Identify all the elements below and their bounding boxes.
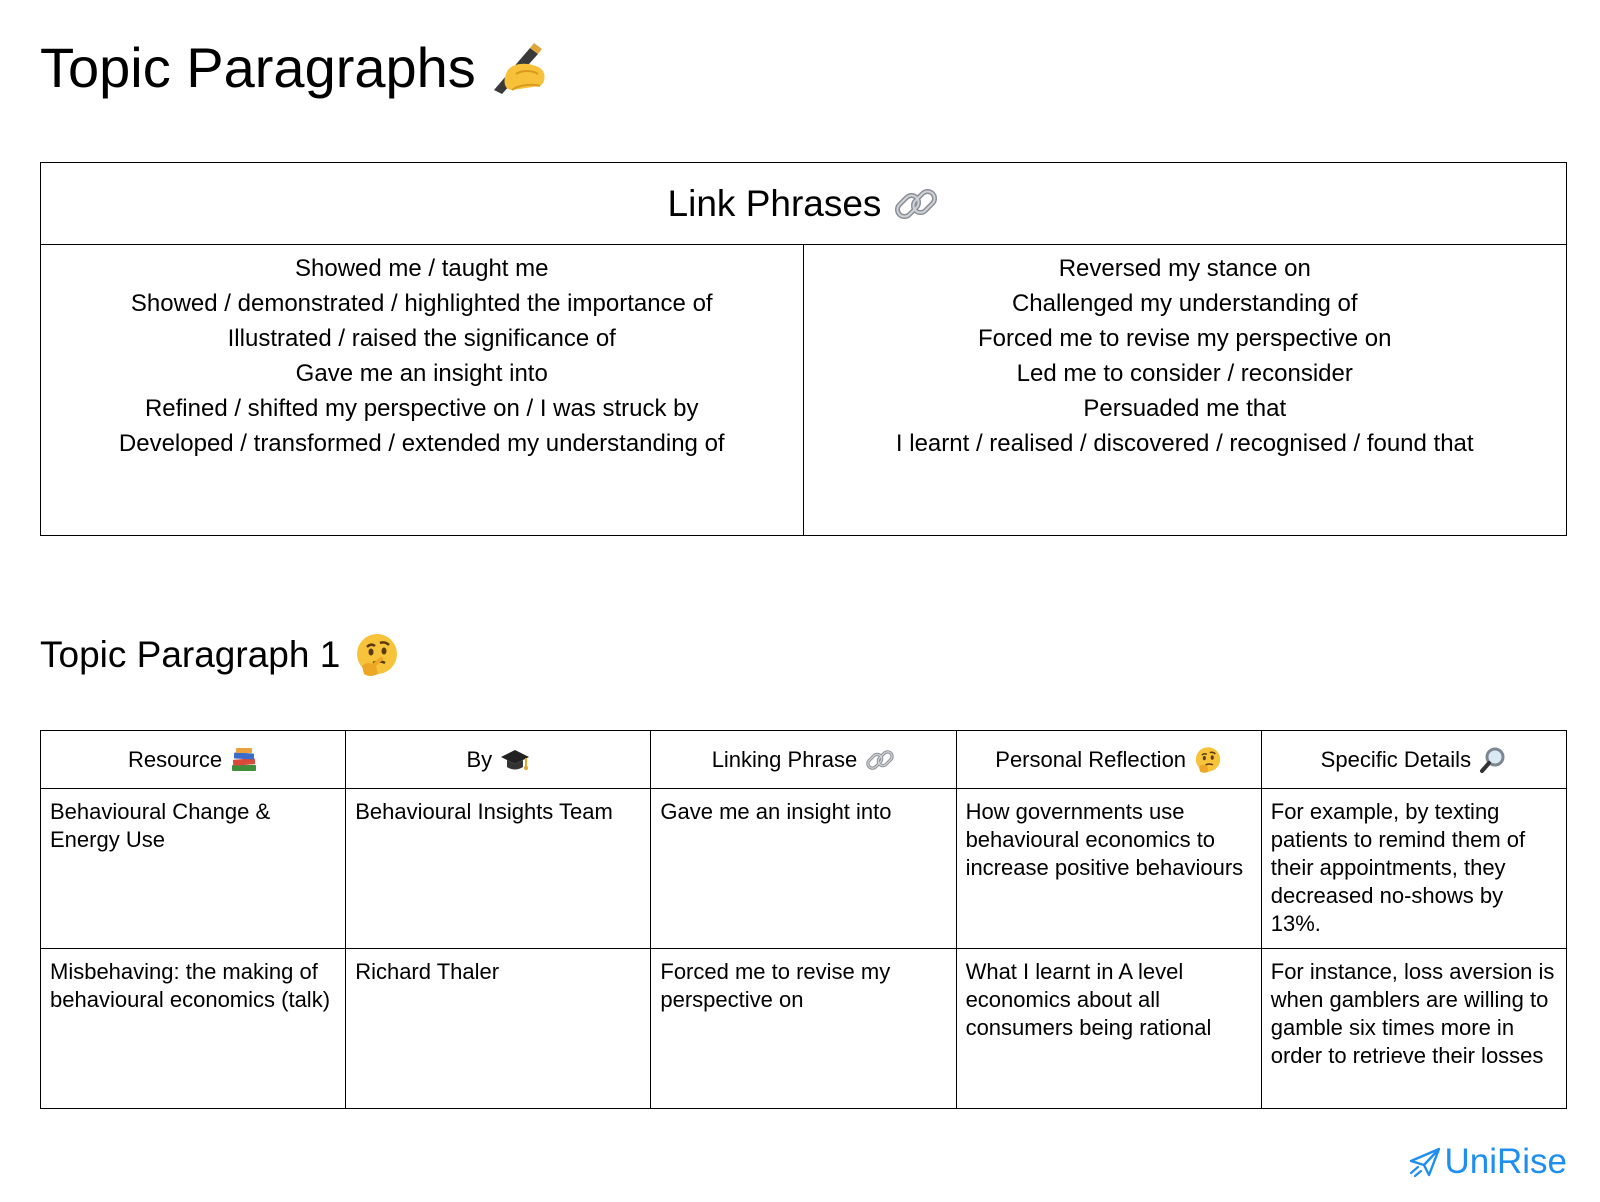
cell-resource: Misbehaving: the making of behavioural economics (talk) <box>41 949 346 1109</box>
link-phrases-table <box>40 162 1567 536</box>
page-title-text: Topic Paragraphs <box>40 36 476 99</box>
column-header-by <box>346 731 651 789</box>
cell-by: Behavioural Insights Team <box>346 789 651 949</box>
column-header-specific-details <box>1261 731 1566 789</box>
topic-paragraph-table <box>40 730 1567 1109</box>
column-header-label: Personal Reflection <box>995 746 1187 772</box>
link-phrases-right-column <box>804 245 1567 535</box>
section-title-text: Topic Paragraph 1 <box>40 634 341 675</box>
column-header-label: Specific Details <box>1320 746 1472 772</box>
link-phrase: I learnt / realised / discovered / recognised / found that <box>895 430 1474 457</box>
table-row <box>41 789 1567 949</box>
link-icon <box>893 181 939 227</box>
link-phrase: Refined / shifted my perspective on / I was struck by <box>144 395 699 422</box>
link-phrase: Showed / demonstrated / highlighted the importance of <box>130 290 713 317</box>
column-header-label: By <box>466 746 493 772</box>
thinking-face-icon <box>1194 746 1222 774</box>
cell-specific-details: For instance, loss aversion is when gamblers are willing to gamble six times more in order to retrieve their losses <box>1261 949 1566 1109</box>
cell-specific-details: For example, by texting patients to remind them of their appointments, they decreased no-shows by 13%. <box>1261 789 1566 949</box>
link-phrase: Gave me an insight into <box>295 360 548 387</box>
cell-personal-reflection: What I learnt in A level economics about all consumers being rational <box>956 949 1261 1109</box>
column-header-personal-reflection <box>956 731 1261 789</box>
cell-linking-phrase: Forced me to revise my perspective on <box>651 949 956 1109</box>
table-row <box>41 949 1567 1109</box>
link-phrases-header <box>41 163 1566 245</box>
link-phrase: Showed me / taught me <box>295 255 549 282</box>
link-phrases-left-column <box>41 245 804 535</box>
brand-logo <box>1409 1142 1567 1182</box>
table-header-row <box>41 731 1567 789</box>
link-phrase: Persuaded me that <box>1083 395 1287 422</box>
cell-personal-reflection: How governments use behavioural economics to increase positive behaviours <box>956 789 1261 949</box>
cell-linking-phrase: Gave me an insight into <box>651 789 956 949</box>
column-header-label: Resource <box>128 746 223 772</box>
column-header-linking-phrase <box>651 731 956 789</box>
paper-plane-icon <box>1409 1147 1444 1177</box>
books-icon <box>230 747 258 773</box>
graduation-cap-icon <box>500 747 530 773</box>
magnifying-glass-icon <box>1479 746 1507 774</box>
link-phrase: Forced me to revise my perspective on <box>978 325 1392 352</box>
link-phrase: Illustrated / raised the significance of <box>227 325 616 352</box>
cell-resource: Behavioural Change & Energy Use <box>41 789 346 949</box>
link-phrase: Developed / transformed / extended my understanding of <box>118 430 725 457</box>
brand-name: UniRise <box>1444 1142 1567 1181</box>
link-phrases-title: Link Phrases <box>667 182 882 224</box>
page-title <box>40 34 550 101</box>
link-icon <box>865 745 895 775</box>
cell-by: Richard Thaler <box>346 949 651 1109</box>
link-phrase: Challenged my understanding of <box>1011 290 1358 317</box>
column-header-resource <box>41 731 346 789</box>
link-phrase: Led me to consider / reconsider <box>1016 360 1353 387</box>
writing-hand-icon <box>490 40 550 96</box>
thinking-face-icon <box>354 632 400 678</box>
column-header-label: Linking Phrase <box>711 746 858 772</box>
link-phrase: Reversed my stance on <box>1058 255 1311 282</box>
section-title <box>40 632 400 678</box>
